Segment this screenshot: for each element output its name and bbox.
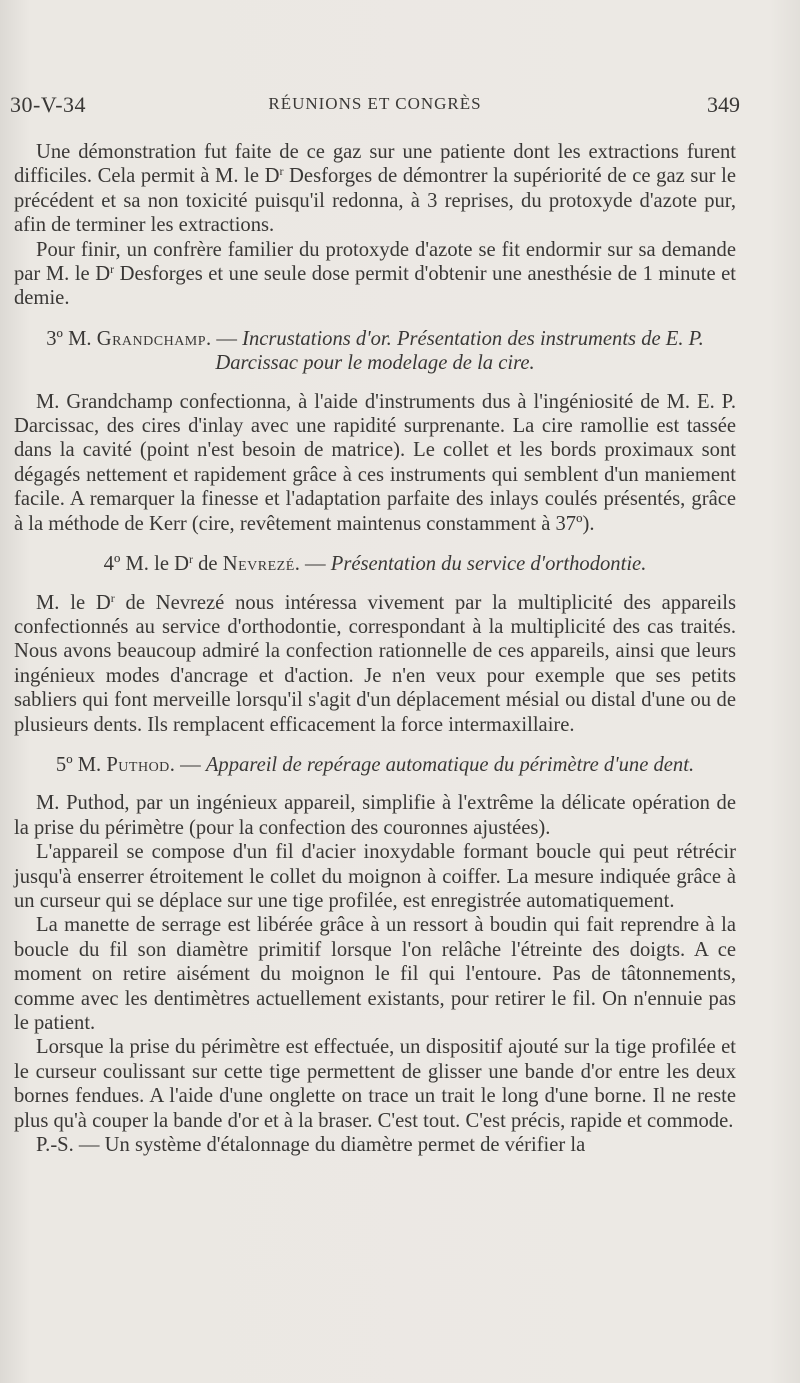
running-header (10, 92, 740, 122)
page-body (14, 140, 736, 1157)
paragraph-puthod-handle: La manette de serrage est libérée grâce à un ressort à boudin qui fait reprendre à la boucle du fil son diamètre primitif lorsque l'on relâche l'étreinte des doigts. A ce moment on retire aisément du moignon le fil qui l'entoure. Pas de tâtonnements, comme avec les dentimètres actuellement existants, pour retirer le fil. On n'ennuie pas le patient. (14, 914, 736, 1034)
paragraph-postscript: P.-S. — Un système d'étalonnage du diamètre permet de vérifier la (36, 1134, 586, 1157)
page-number: 349 (707, 92, 740, 117)
header-date: 30-V-34 (10, 92, 87, 117)
header-title: RÉUNIONS ET CONGRÈS (268, 94, 482, 113)
paragraph-puthod-intro: M. Puthod, par un ingénieux appareil, simplifie à l'extrême la délicate opération de la prise du périmètre (pour la confection des couronnes ajustées). (14, 792, 736, 839)
section-heading-4: 4º M. le $D^r$ de Nevrezé. — Présentation du service d'orthodontie. (103, 552, 647, 576)
paragraph-puthod-gold-band: Lorsque la prise du périmètre est effectuée, un dispositif ajouté sur la tige profilée et le curseur coulissant sur cette tige permettent de glisser une bande d'or entre les deux bornes fendues. A l'aide d'une onglette on trace un trait le long d'une borne. Il ne reste plus qu'à couper la bande d'or et à la braser. C'est tout. C'est précis, rapide et commode. (14, 1036, 736, 1132)
section-heading-5: 5º M. Puthod. — Appareil de repérage automatique du périmètre d'une dent. (55, 753, 695, 776)
section-heading-3: 3º M. Grandchamp. — Incrustations d'or. Présentation des instruments de E. P. Darcissac pour le modelage de la cire. (46, 327, 704, 375)
paragraph-puthod-device: L'appareil se compose d'un fil d'acier inoxydable formant boucle qui peut rétrécir jusqu'à enserrer étroitement le collet du moignon à coiffer. La mesure indiquée grâce à un curseur qui se déplace sur une tige profilée, est enregistrée automatiquement. (14, 841, 736, 912)
paragraph-demonstration: Une démonstration fut faite de ce gaz sur une patiente dont les extractions furent difficiles. Cela permit à M. le $D^r$ Desforges de démontrer la supériorité de ce gaz sur le précédent et sa non toxicité puisqu'il redonna, à 3 reprises, du protoxyde d'azote pur, afin de terminer les extractions. (14, 141, 736, 237)
paragraph-grandchamp: M. Grandchamp confectionna, à l'aide d'instruments dus à l'ingéniosité de M. E. P. Darcissac, des cires d'inlay avec une rapidité surprenante. La cire ramollie est tassée dans la cavité (point n'est besoin de matrice). Le collet et les bords proximaux sont dégagés nettement et rapidement grâce à ces instruments qui semblent d'un maniement facile. A remarquer la finesse et l'adaptation parfaite des inlays coulés présentés, grâce à la méthode de Kerr (cire, revêtement maintenus constamment à 37º). (14, 390, 736, 535)
paragraph-anesthesia: Pour finir, un confrère familier du protoxyde d'azote se fit endormir sur sa demande par M. le $D^r$ Desforges et une seule dose permit d'obtenir une anesthésie de 1 minute et demie. (14, 238, 736, 310)
paragraph-nevreze: M. le $D^r$ de Nevrezé nous intéressa vivement par la multiplicité des appareils confectionnés au service d'orthodontie, correspondant à la multiplicité des cas traités. Nous avons beaucoup admiré la confection rationnelle de ces appareils, ainsi que leurs ingénieux modes d'ancrage et d'action. Je n'en veux pour exemple que ses petits sabliers qui font merveille lorsqu'il s'agit d'un déplacement mésial ou distal d'une ou de plusieurs dents. Ils remplacent efficacement la force intermaxillaire. (14, 590, 736, 736)
